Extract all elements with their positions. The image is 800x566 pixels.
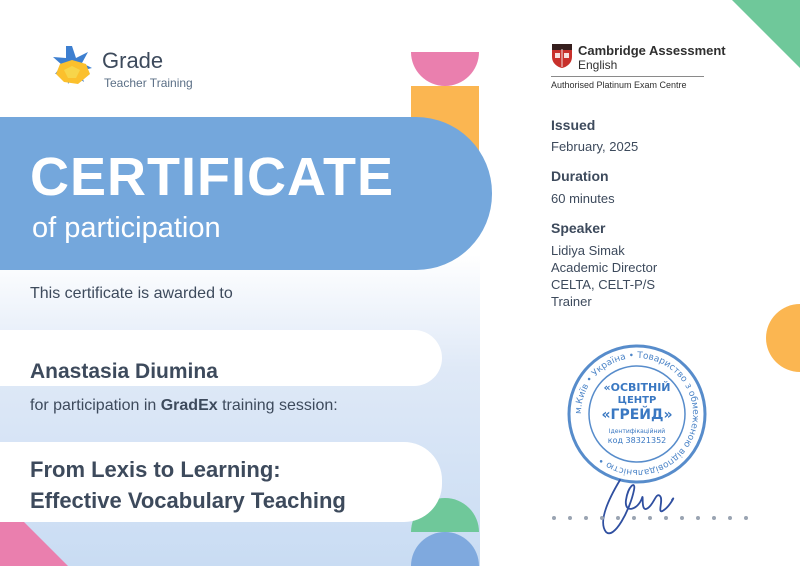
issued-label: Issued [551,117,596,133]
dotted-divider [551,515,751,521]
certificate-title: CERTIFICATE [30,147,394,207]
stamp-line1: «ОСВІТНІЙ [603,381,671,394]
grade-star-icon [50,42,94,86]
speaker-label: Speaker [551,220,606,236]
official-stamp [566,343,708,485]
session-title [30,454,346,516]
recipient-name: Anastasia Diumina [30,360,218,383]
partner-sub: English [578,58,618,72]
speaker-name: Lidiya Simak [551,243,625,258]
stamp-line5: код 38321352 [607,436,667,445]
duration-label: Duration [551,168,609,184]
stamp-line2: ЦЕНТР [617,395,657,406]
speaker-qualification: CELTA, CELT-P/S [551,277,656,292]
awarded-text: This certificate is awarded to [30,285,233,302]
speaker-title: Trainer [551,294,592,309]
brand-name: Grade [102,48,164,73]
participation-text [30,397,338,415]
duration-value: 60 minutes [551,191,615,206]
speaker-role: Academic Director [551,260,658,275]
brand-subtitle: Teacher Training [104,76,193,90]
participation-suffix: training session: [217,397,338,414]
speaker-details [551,242,657,310]
partner-centre: Authorised Platinum Exam Centre [551,80,687,90]
certificate-subtitle: of participation [32,212,221,244]
partner-name: Cambridge Assessment [578,43,726,58]
session-title-line2: Effective Vocabulary Teaching [30,488,346,513]
program-name: GradEx [160,397,218,414]
issued-value: February, 2025 [551,139,639,154]
participation-prefix: for participation in [30,397,161,414]
session-title-line1: From Lexis to Learning: [30,457,281,482]
stamp-line4: Ідентифікаційний [608,428,666,435]
stamp-ring-text: м.Київ • Україна • Товариство з обмеженою відповідальністю • [573,350,701,478]
cambridge-shield-icon [551,43,573,69]
stamp-line3: «ГРЕЙД» [601,407,673,423]
partner-divider [551,76,704,77]
signature [590,470,700,540]
